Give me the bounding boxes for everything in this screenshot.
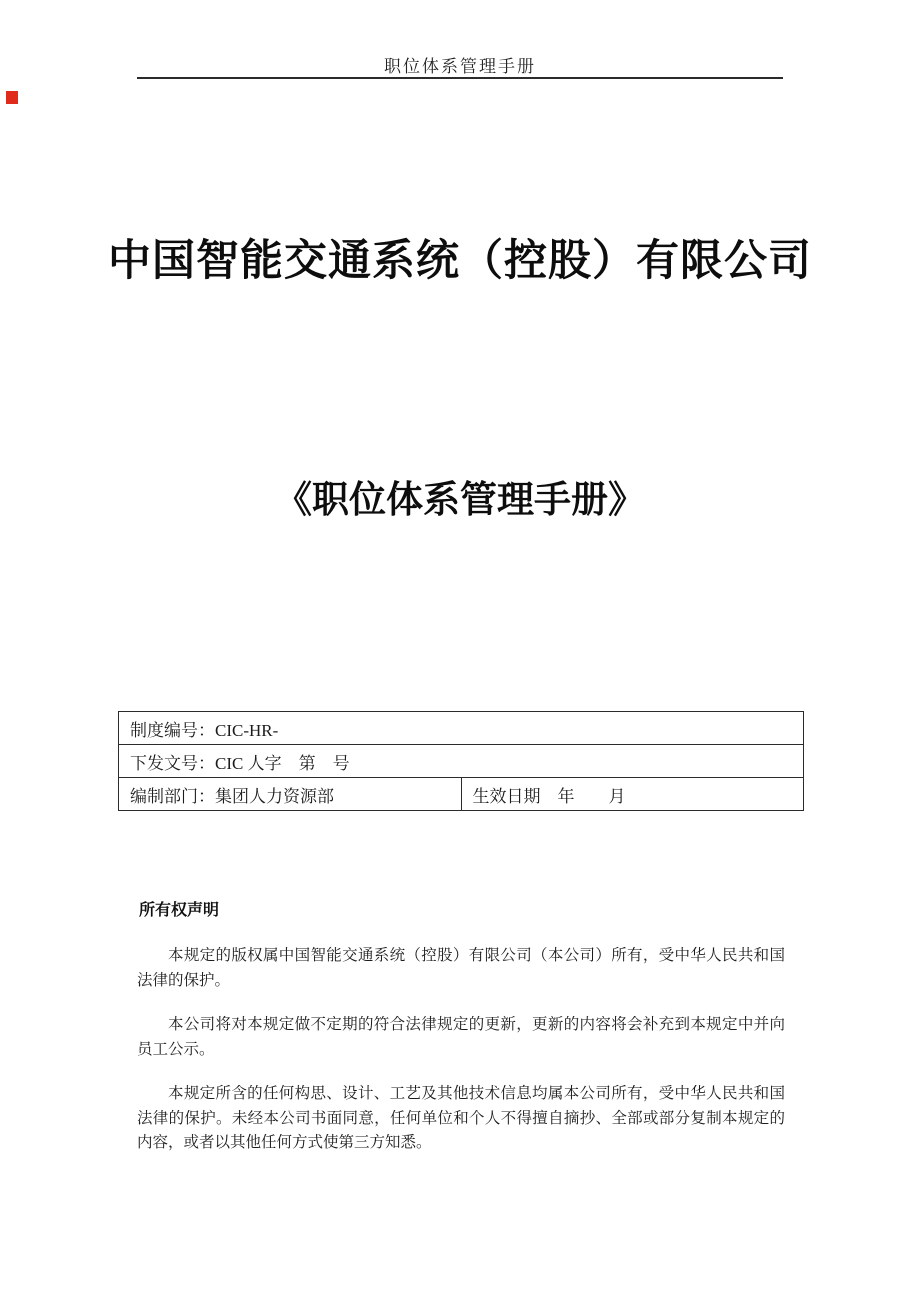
red-bookmark-marker: [6, 91, 18, 104]
ownership-paragraph: 本规定所含的任何构思、设计、工艺及其他技术信息均属本公司所有，受中华人民共和国法律的保护。未经本公司书面同意，任何单位和个人不得擅自摘抄、全部或部分复制本规定的内容，或者以其他任何方式使第三方知悉。: [137, 1085, 785, 1151]
table-cell-issue-number: 下发文号：CIC 人字 第 号: [119, 745, 804, 778]
table-cell-system-number: 制度编号：CIC-HR-: [119, 712, 804, 745]
table-row: [119, 778, 804, 811]
ownership-heading: 所有权声明: [139, 902, 220, 919]
ownership-statement-section: [137, 897, 785, 1176]
ownership-paragraph: 本规定的版权属中国智能交通系统（控股）有限公司（本公司）所有，受中华人民共和国法律的保护。: [137, 947, 785, 989]
manual-title: 《职位体系管理手册》: [275, 480, 645, 521]
table-row: [119, 745, 804, 778]
table-cell-issuing-department: 编制部门：集团人力资源部: [119, 778, 462, 811]
company-title: 中国智能交通系统（控股）有限公司: [108, 238, 812, 285]
document-info-table: [118, 711, 804, 811]
header-rule: [137, 77, 783, 79]
table-cell-effective-date: 生效日期 年 月: [461, 778, 804, 811]
page-header-title: 职位体系管理手册: [384, 57, 536, 76]
table-row: [119, 712, 804, 745]
ownership-paragraph: 本公司将对本规定做不定期的符合法律规定的更新，更新的内容将会补充到本规定中并向员工公示。: [137, 1016, 785, 1058]
